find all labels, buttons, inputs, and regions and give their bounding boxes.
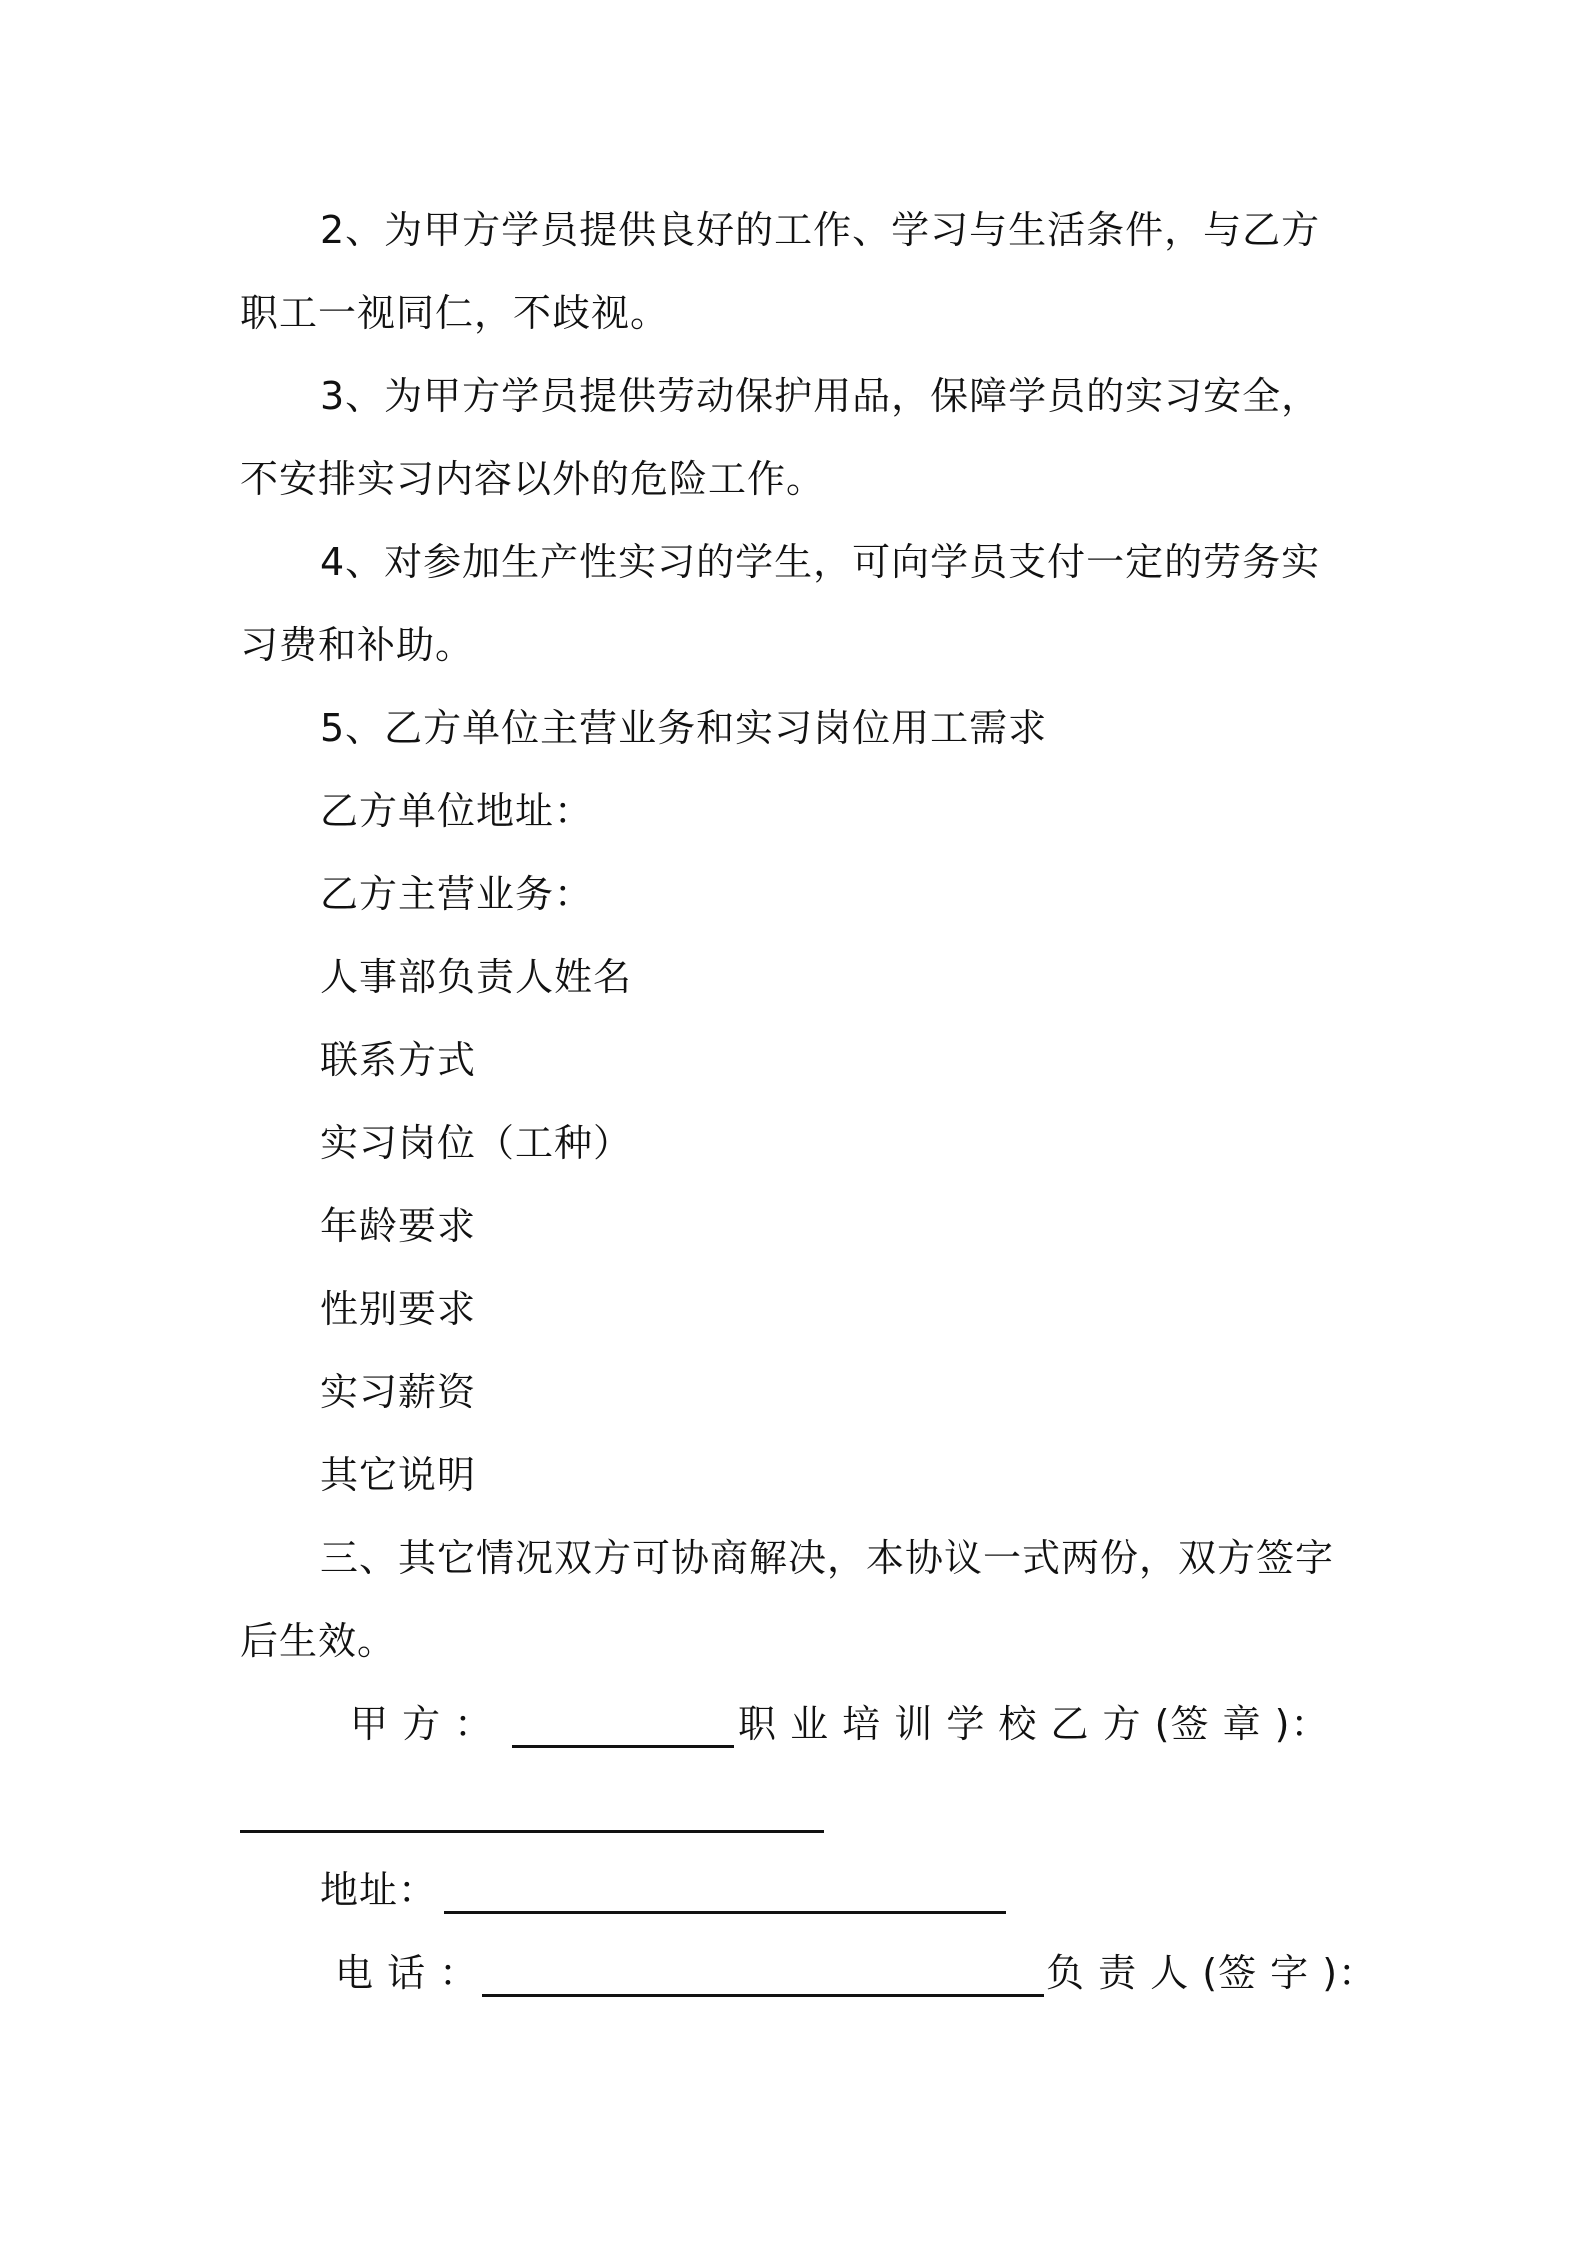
field-label: 乙方单位地址：: [320, 789, 594, 833]
paragraph-line: 3、为甲方学员提供劳动保护用品，保障学员的实习安全，: [320, 374, 1321, 418]
phone-blank-line: [482, 1994, 1044, 1997]
paragraph-line: 4、对参加生产性实习的学生，可向学员支付一定的劳务实: [320, 540, 1321, 584]
field-label: 其它说明: [320, 1453, 477, 1497]
field-label: 实习薪资: [320, 1370, 477, 1414]
field-label: 年龄要求: [320, 1204, 477, 1248]
field-label: 人事部负责人姓名: [320, 955, 633, 999]
field-label: 性别要求: [320, 1287, 477, 1331]
paragraph-line: 5、乙方单位主营业务和实习岗位用工需求: [320, 706, 1048, 750]
field-label: 联系方式: [320, 1038, 477, 1082]
party-a-school-label: 职 业 培 训 学 校 乙 方 (签 章 )：: [738, 1702, 1330, 1746]
paragraph-line: 2、为甲方学员提供良好的工作、学习与生活条件，与乙方: [320, 208, 1321, 252]
party-a-blank-line: [512, 1745, 734, 1748]
field-label: 实习岗位（工种）: [320, 1121, 633, 1165]
address-label: 地址：: [320, 1868, 438, 1912]
party-b-signature-line: [240, 1830, 824, 1833]
paragraph-line: 后生效。: [240, 1619, 397, 1663]
paragraph-line: 习费和补助。: [240, 623, 475, 667]
paragraph-line: 三、其它情况双方可协商解决，本协议一式两份，双方签字: [320, 1536, 1335, 1580]
paragraph-line: 职工一视同仁，不歧视。: [240, 291, 670, 335]
party-a-label: 甲 方 ：: [350, 1702, 494, 1746]
phone-label: 电 话 ：: [335, 1951, 479, 1995]
address-blank-line: [444, 1911, 1006, 1914]
paragraph-line: 不安排实习内容以外的危险工作。: [240, 457, 826, 501]
responsible-label: 负 责 人 (签 字 )：: [1046, 1951, 1378, 1995]
field-label: 乙方主营业务：: [320, 872, 594, 916]
